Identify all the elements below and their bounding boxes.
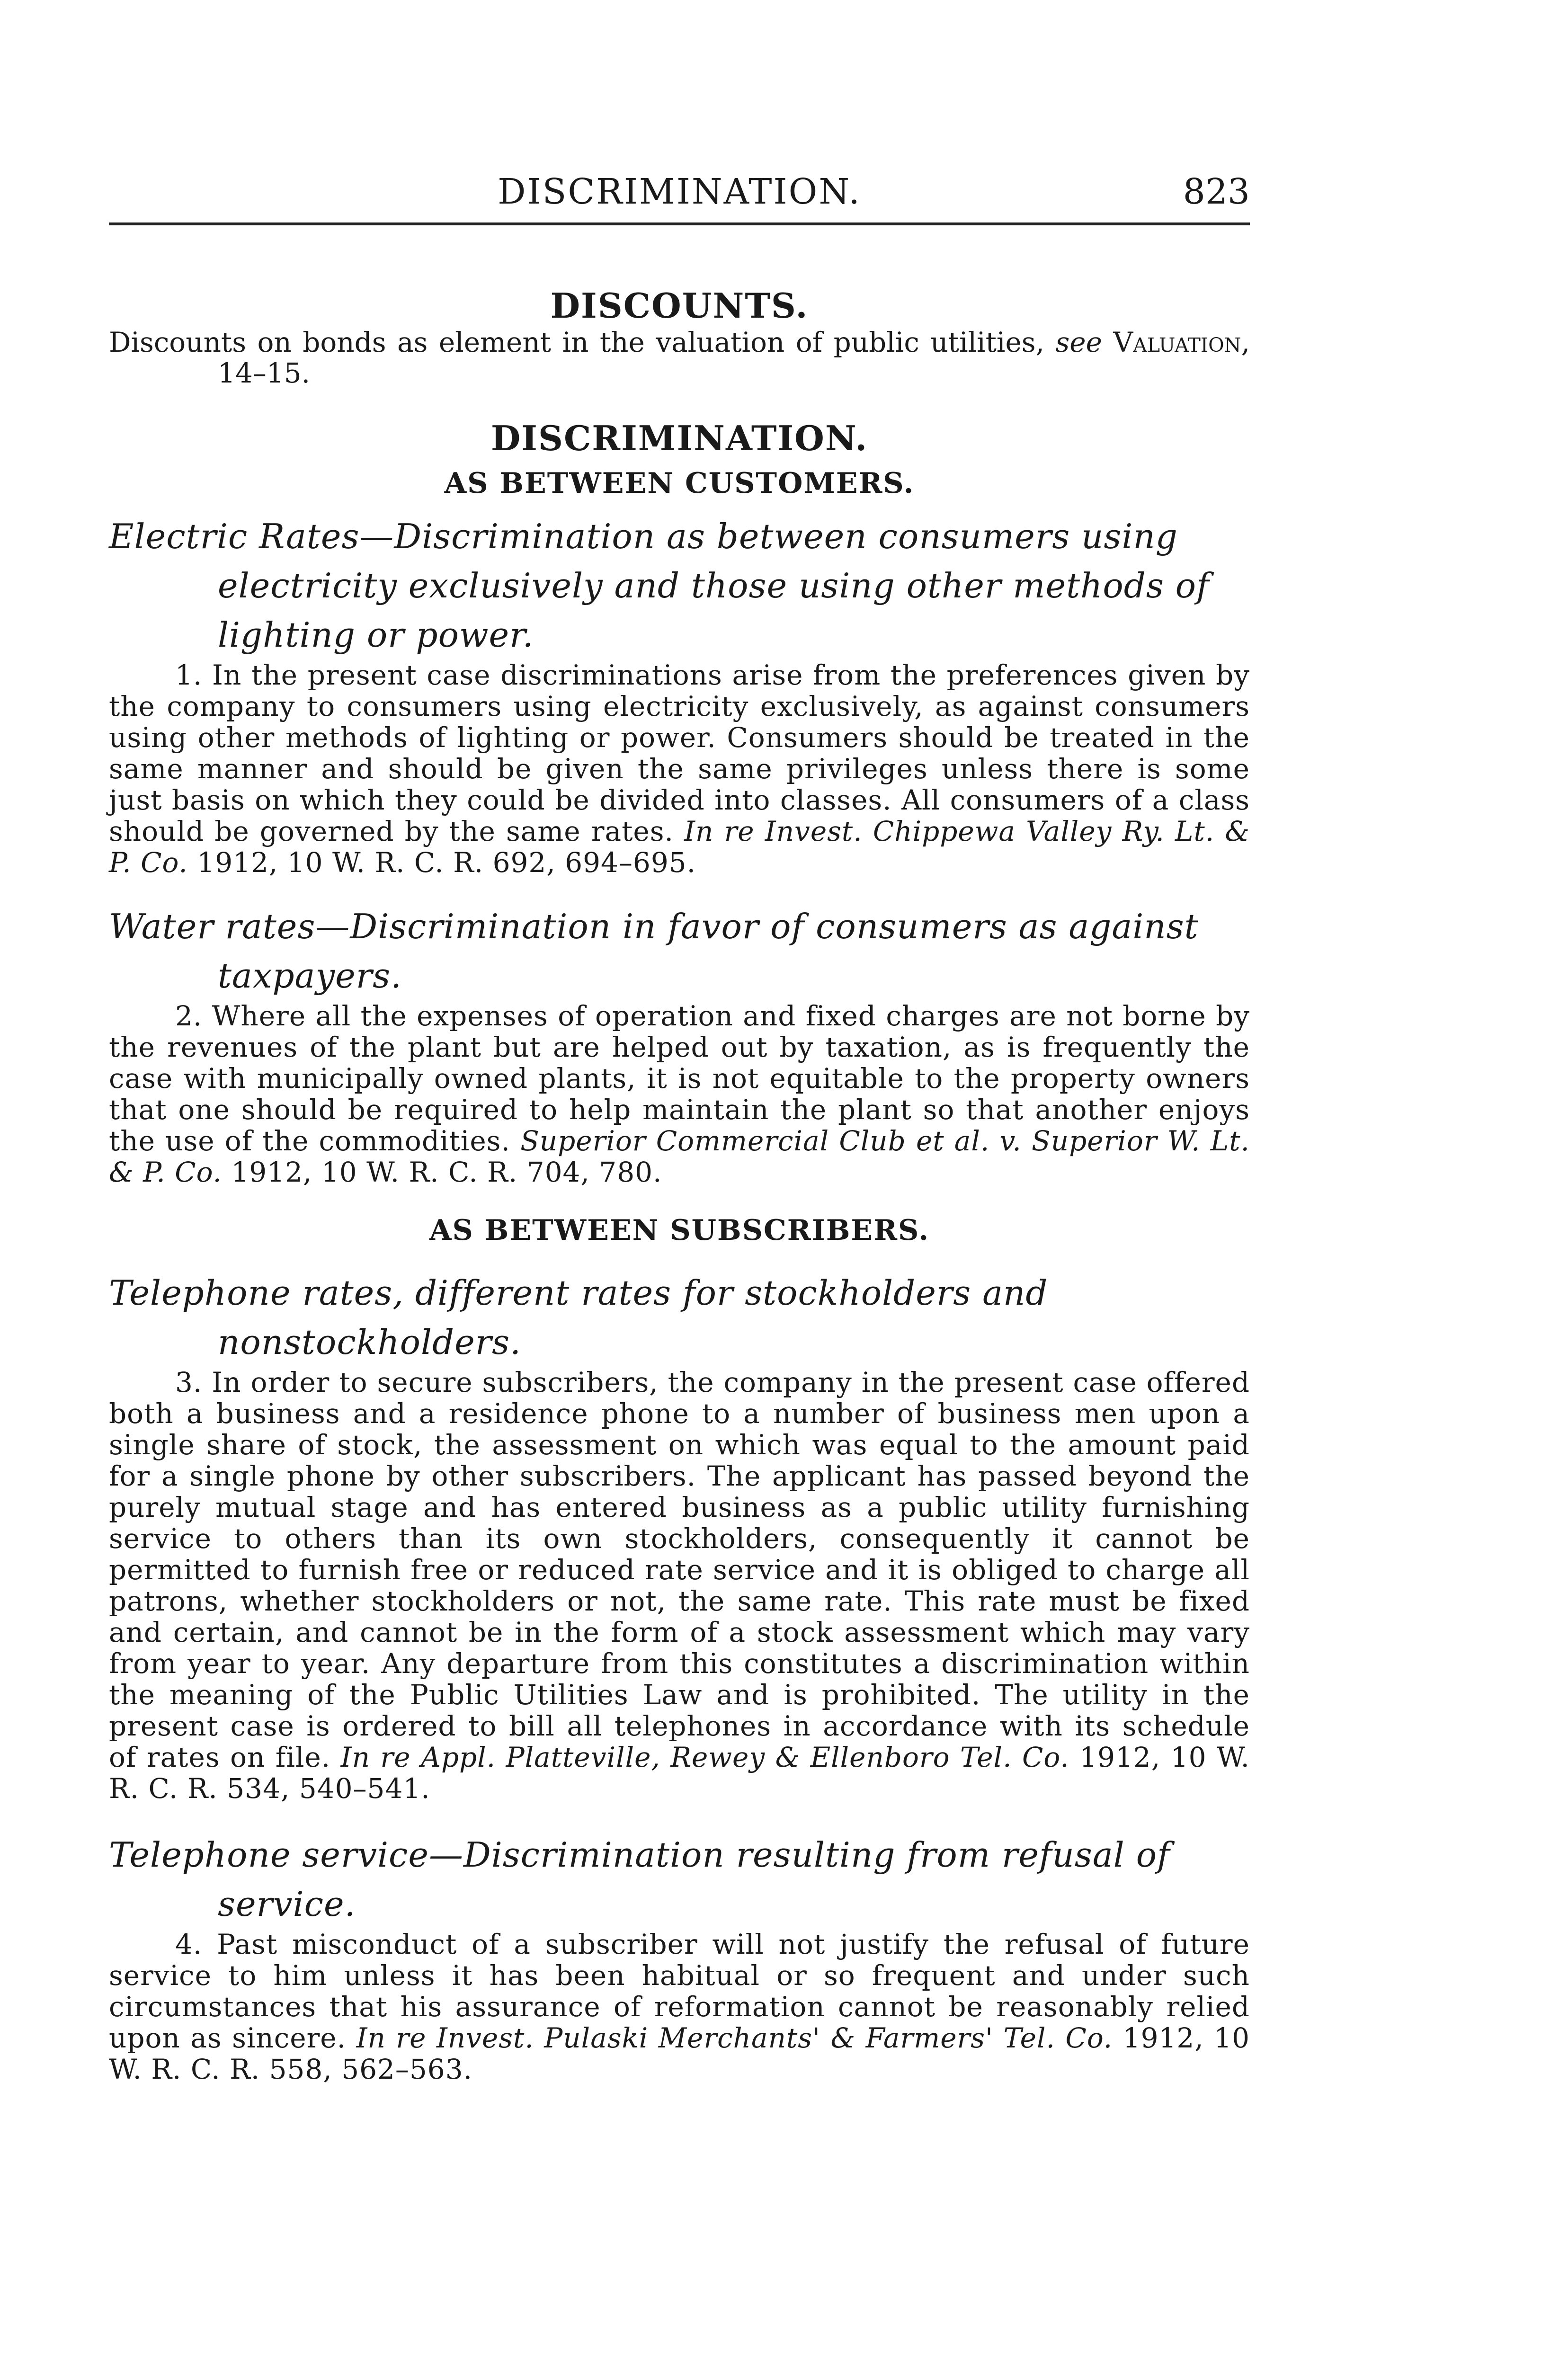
page-number: 823 [1183, 171, 1250, 212]
discounts-entry-text: Discounts on bonds as element in the valuation of public utilities, [109, 326, 1056, 358]
document-page [109, 170, 1250, 2085]
topic-title-telephone-rates: Telephone rates, different rates for stockholders and nonstockholders. [109, 1273, 1048, 1362]
paragraph-2-text: 2. Where all the expenses of operation and fixed charges are not borne by the revenues of the plant but are helped out by taxation, as is frequently the case with municipally owned plants, it is not equitable to the property owners that one should be required to help maintain the plant so that another enjoys the use of the commodities. [109, 1000, 1250, 1157]
paragraph-3 [109, 1367, 1250, 1804]
topic-title-electric-rates: Electric Rates—Discrimination as between consumers using electricity exclusively and those using other methods of lighting or power. [109, 516, 1210, 655]
paragraph-4-citation-ref: 1912, 10 W. R. C. R. 558, 562–563. [109, 2022, 1250, 2085]
paragraph-3-text: 3. In order to secure subscribers, the company in the present case offered both a business and a residence phone to a number of business men upon a single share of stock, the assessment on which was equal to the amount paid for a single phone by other subscribers. The applicant has passed beyond the purely mutual stage and has entered business as a public utility furnishing service to others than its own stockholders, consequently it cannot be permitted to furnish free or reduced rate service and it is obliged to charge all patrons, whether stockholders or not, the same rate. This rate must be fixed and certain, and cannot be in the form of a stock assessment which may vary from year to year. Any departure from this constitutes a discrimination within the meaning of the Public Utilities Law and is prohibited. The utility in the present case is ordered to bill all telephones in accordance with its schedule of rates on file. [109, 1366, 1250, 1773]
subsection-heading-subscribers: AS BETWEEN SUBSCRIBERS. [429, 1214, 930, 1247]
discounts-entry-ref: Valuation [1113, 326, 1241, 358]
section-heading-discrimination: DISCRIMINATION. [490, 418, 868, 458]
paragraph-2 [109, 1000, 1250, 1188]
discounts-entry-ref-pages: , 14–15. [218, 326, 1250, 389]
paragraph-1 [109, 659, 1250, 878]
paragraph-1-citation-case: In re Invest. Chippewa Valley Ry. Lt. & P. Co. [109, 815, 1250, 879]
topic-title-telephone-service: Telephone service—Discrimination resulting from refusal of service. [109, 1835, 1170, 1924]
section-heading-discounts: DISCOUNTS. [550, 285, 809, 326]
discounts-entry-see: see [1055, 326, 1102, 358]
paragraph-2-citation-ref: 1912, 10 W. R. C. R. 704, 780. [222, 1156, 662, 1188]
paragraph-4-citation-case: In re Invest. Pulaski Merchants' & Farmers' Tel. Co. [356, 2022, 1113, 2054]
paragraph-1-text: 1. In the present case discriminations arise from the preferences given by the company to consumers using electricity exclusively, as against consumers using other methods of lighting or power. Consumers should be treated in the same manner and should be given the same privileges unless there is some just basis on which they could be divided into classes. All consumers of a class should be governed by the same rates. [109, 659, 1250, 847]
discounts-entry [109, 327, 1250, 389]
topic-title-water-rates: Water rates—Discrimination in favor of consumers as against taxpayers. [109, 907, 1199, 996]
paragraph-3-citation-case: In re Appl. Platteville, Rewey & Ellenboro Tel. Co. [340, 1741, 1069, 1773]
paragraph-4 [109, 1929, 1250, 2085]
subsection-heading-customers: AS BETWEEN CUSTOMERS. [444, 467, 915, 500]
running-title: DISCRIMINATION. [498, 171, 861, 212]
running-header [109, 170, 1250, 225]
paragraph-1-citation-ref: 1912, 10 W. R. C. R. 692, 694–695. [187, 846, 696, 879]
paragraph-2-citation-case: Superior Commercial Club et al. v. Superior W. Lt. & P. Co. [109, 1125, 1250, 1188]
paragraph-4-text: 4. Past misconduct of a subscriber will not justify the refusal of future service to him unless it has been habitual or so frequent and under such circumstances that his assurance of reformation cannot be reasonably relied upon as sincere. [109, 1928, 1250, 2054]
paragraph-3-citation-ref: 1912, 10 W. R. C. R. 534, 540–541. [109, 1741, 1250, 1805]
